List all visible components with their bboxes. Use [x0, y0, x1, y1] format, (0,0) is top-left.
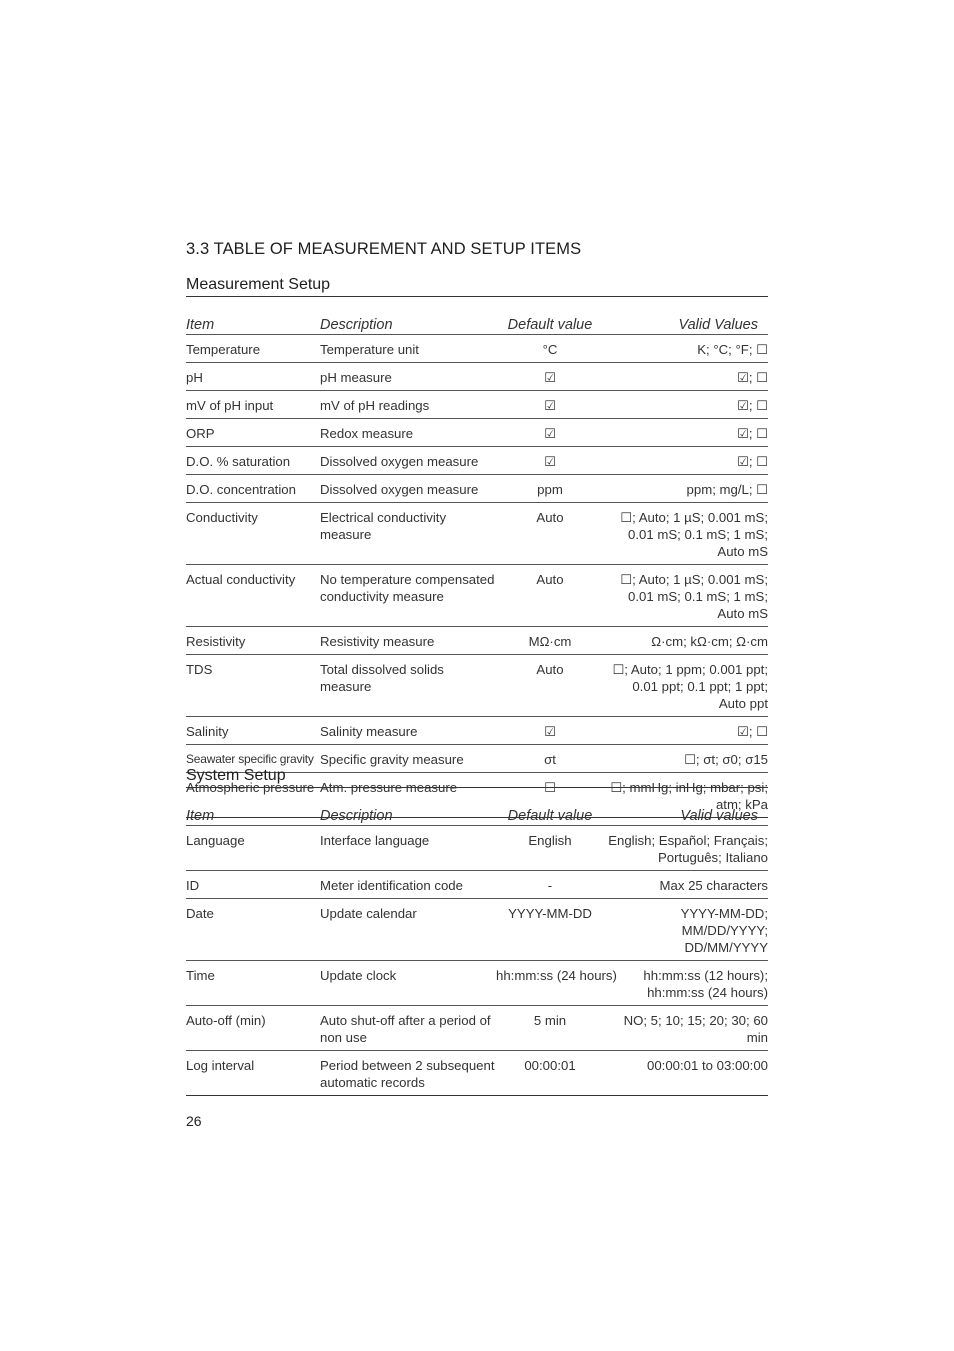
cell-valid: ☑; ☐	[604, 363, 768, 391]
cell-description: Electrical conductivity measure	[320, 503, 496, 565]
cell-item: Time	[186, 961, 320, 1006]
cell-default: English	[496, 826, 604, 871]
cell-valid: ☑; ☐	[604, 717, 768, 745]
cell-description: Temperature unit	[320, 335, 496, 363]
cell-description: Total dissolved solids measure	[320, 655, 496, 717]
table-row	[186, 419, 768, 447]
cell-default: ☑	[496, 447, 604, 475]
cell-default: ☑	[496, 717, 604, 745]
cell-item: Conductivity	[186, 503, 320, 565]
measurement-setup-title: Measurement Setup	[186, 276, 768, 297]
cell-description: No temperature compensated conductivity measure	[320, 565, 496, 627]
cell-item: ORP	[186, 419, 320, 447]
table-row	[186, 475, 768, 503]
table-row	[186, 826, 768, 871]
table-row	[186, 871, 768, 899]
table-row	[186, 565, 768, 627]
table-row	[186, 363, 768, 391]
cell-description: Update clock	[320, 961, 496, 1006]
cell-description: mV of pH readings	[320, 391, 496, 419]
cell-valid: ☐; Auto; 1 ppm; 0.001 ppt; 0.01 ppt; 0.1 ppt; 1 ppt; Auto ppt	[604, 655, 768, 717]
table-row	[186, 655, 768, 717]
cell-item: D.O. concentration	[186, 475, 320, 503]
table-row	[186, 1051, 768, 1096]
cell-default: ppm	[496, 475, 604, 503]
cell-default: Auto	[496, 503, 604, 565]
cell-item: Log interval	[186, 1051, 320, 1096]
header-valid-values: Valid Values	[678, 317, 758, 333]
system-setup-title: System Setup	[186, 767, 768, 788]
cell-valid: ☐; σt; σ0; σ15	[604, 745, 768, 773]
cell-item: Resistivity	[186, 627, 320, 655]
header-default-value: Default value	[507, 317, 593, 333]
cell-description: Specific gravity measure	[320, 745, 496, 773]
table-row	[186, 627, 768, 655]
header-default-value: Default value	[507, 808, 593, 824]
cell-item: Actual conductivity	[186, 565, 320, 627]
table-row	[186, 717, 768, 745]
table-row	[186, 503, 768, 565]
cell-description: Resistivity measure	[320, 627, 496, 655]
page-number: 26	[186, 1113, 202, 1129]
cell-description: Dissolved oxygen measure	[320, 447, 496, 475]
header-item: Item	[186, 317, 215, 333]
cell-default: 5 min	[496, 1006, 604, 1051]
cell-description: Interface language	[320, 826, 496, 871]
cell-valid: ☑; ☐	[604, 419, 768, 447]
cell-default: -	[496, 871, 604, 899]
cell-default: Auto	[496, 565, 604, 627]
cell-item: Language	[186, 826, 320, 871]
cell-default: YYYY-MM-DD	[496, 899, 604, 961]
cell-item: D.O. % saturation	[186, 447, 320, 475]
cell-valid: Ω·cm; kΩ·cm; Ω·cm	[604, 627, 768, 655]
cell-default: hh:mm:ss (24 hours)	[496, 961, 604, 1006]
table-row	[186, 335, 768, 363]
cell-valid: English; Español; Français; Português; Italiano	[604, 826, 768, 871]
cell-description: Dissolved oxygen measure	[320, 475, 496, 503]
cell-default: ☑	[496, 363, 604, 391]
cell-valid: ☐; mmHg; inHg; mbar; psi; atm; kPa	[604, 773, 768, 818]
cell-item: pH	[186, 363, 320, 391]
cell-valid: hh:mm:ss (12 hours); hh:mm:ss (24 hours)	[604, 961, 768, 1006]
header-item: Item	[186, 808, 215, 824]
table-row	[186, 1006, 768, 1051]
cell-item: mV of pH input	[186, 391, 320, 419]
cell-valid: K; °C; °F; ☐	[604, 335, 768, 363]
cell-valid: Max 25 characters	[604, 871, 768, 899]
cell-description: Meter identification code	[320, 871, 496, 899]
cell-item: TDS	[186, 655, 320, 717]
header-valid-values: Valid values	[680, 808, 758, 824]
cell-default: Auto	[496, 655, 604, 717]
measurement-setup-section	[186, 276, 768, 818]
cell-valid: ☐; Auto; 1 µS; 0.001 mS; 0.01 mS; 0.1 mS; 1 mS; Auto mS	[604, 503, 768, 565]
cell-valid: ☑; ☐	[604, 447, 768, 475]
cell-description: Redox measure	[320, 419, 496, 447]
table-row	[186, 391, 768, 419]
measurement-setup-table	[186, 297, 768, 818]
cell-default: ☐	[496, 773, 604, 818]
cell-item: Atmospheric pressure	[186, 773, 320, 818]
cell-default: MΩ·cm	[496, 627, 604, 655]
cell-item: Auto-off (min)	[186, 1006, 320, 1051]
cell-item: Temperature	[186, 335, 320, 363]
cell-description: Atm. pressure measure	[320, 773, 496, 818]
header-description: Description	[320, 317, 393, 333]
cell-item: Date	[186, 899, 320, 961]
cell-description: pH measure	[320, 363, 496, 391]
system-setup-table	[186, 788, 768, 1096]
cell-description: Salinity measure	[320, 717, 496, 745]
table-row	[186, 899, 768, 961]
cell-default: 00:00:01	[496, 1051, 604, 1096]
header-description: Description	[320, 808, 393, 824]
cell-item: ID	[186, 871, 320, 899]
cell-default: ☑	[496, 391, 604, 419]
cell-default: °C	[496, 335, 604, 363]
cell-description: Auto shut-off after a period of non use	[320, 1006, 496, 1051]
cell-valid: ☑; ☐	[604, 391, 768, 419]
cell-description: Update calendar	[320, 899, 496, 961]
cell-default: σt	[496, 745, 604, 773]
page-title: 3.3 TABLE OF MEASUREMENT AND SETUP ITEMS	[186, 240, 582, 258]
cell-valid: 00:00:01 to 03:00:00	[604, 1051, 768, 1096]
cell-valid: ☐; Auto; 1 µS; 0.001 mS; 0.01 mS; 0.1 mS; 1 mS; Auto mS	[604, 565, 768, 627]
table-row	[186, 447, 768, 475]
cell-item: Salinity	[186, 717, 320, 745]
table-row	[186, 961, 768, 1006]
cell-valid: ppm; mg/L; ☐	[604, 475, 768, 503]
cell-description: Period between 2 subsequent automatic records	[320, 1051, 496, 1096]
cell-item: Seawater specific gravity	[186, 745, 320, 773]
cell-default: ☑	[496, 419, 604, 447]
system-setup-section	[186, 767, 768, 1096]
cell-valid: NO; 5; 10; 15; 20; 30; 60 min	[604, 1006, 768, 1051]
cell-valid: YYYY-MM-DD; MM/DD/YYYY; DD/MM/YYYY	[604, 899, 768, 961]
